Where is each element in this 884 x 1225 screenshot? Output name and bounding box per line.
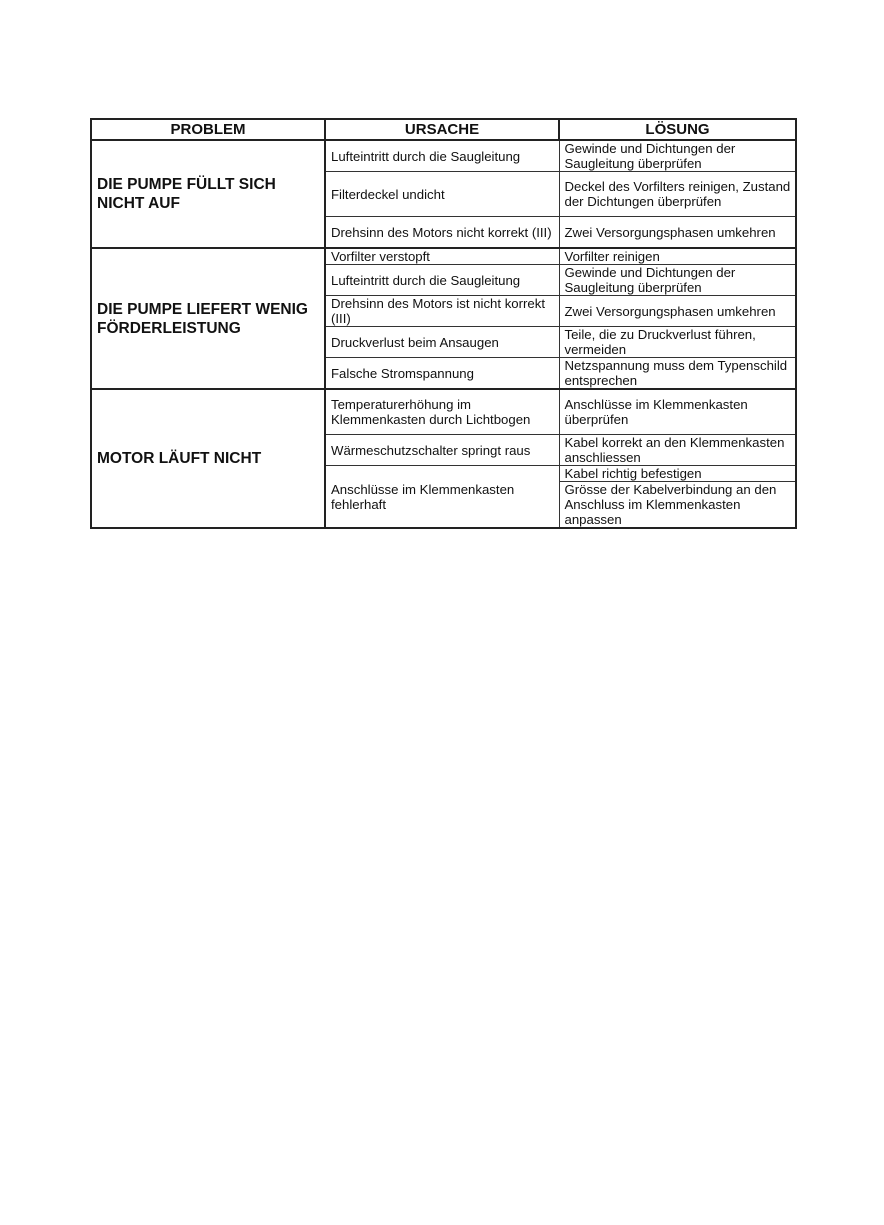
solution-cell: Vorfilter reinigen <box>559 248 796 265</box>
cause-cell: Filterdeckel undicht <box>325 172 559 217</box>
cause-cell: Vorfilter verstopft <box>325 248 559 265</box>
cause-cell: Lufteintritt durch die Saugleitung <box>325 140 559 172</box>
header-cause: URSACHE <box>325 119 559 140</box>
cause-cell: Falsche Stromspannung <box>325 358 559 390</box>
cause-cell: Drehsinn des Motors ist nicht korrekt (III) <box>325 296 559 327</box>
cause-cell: Drehsinn des Motors nicht korrekt (III) <box>325 217 559 249</box>
solution-cell: Deckel des Vorfilters reinigen, Zustand der Dichtungen überprüfen <box>559 172 796 217</box>
troubleshooting-table <box>90 118 797 529</box>
solution-cell: Kabel korrekt an den Klemmenkasten anschliessen <box>559 435 796 466</box>
cause-cell: Anschlüsse im Klemmenkasten fehlerhaft <box>325 466 559 529</box>
table-header-row <box>91 119 796 140</box>
problem-cell: DIE PUMPE FÜLLT SICH NICHT AUF <box>91 140 325 248</box>
solution-cell: Gewinde und Dichtungen der Saugleitung überprüfen <box>559 140 796 172</box>
solution-cell: Grösse der Kabelverbindung an den Anschluss im Klemmenkasten anpassen <box>559 482 796 529</box>
troubleshooting-table-container <box>90 118 795 529</box>
cause-cell: Lufteintritt durch die Saugleitung <box>325 265 559 296</box>
header-problem: PROBLEM <box>91 119 325 140</box>
cause-cell: Druckverlust beim Ansaugen <box>325 327 559 358</box>
header-solution: LÖSUNG <box>559 119 796 140</box>
cause-cell: Wärmeschutzschalter springt raus <box>325 435 559 466</box>
table-row <box>91 140 796 172</box>
table-row <box>91 248 796 265</box>
solution-cell: Zwei Versorgungsphasen umkehren <box>559 217 796 249</box>
solution-cell: Kabel richtig befestigen <box>559 466 796 482</box>
solution-cell: Gewinde und Dichtungen der Saugleitung überprüfen <box>559 265 796 296</box>
solution-cell: Netzspannung muss dem Typenschild entsprechen <box>559 358 796 390</box>
cause-cell: Temperaturerhöhung im Klemmenkasten durch Lichtbogen <box>325 389 559 435</box>
solution-cell: Teile, die zu Druckverlust führen, vermeiden <box>559 327 796 358</box>
problem-cell: DIE PUMPE LIEFERT WENIG FÖRDERLEISTUNG <box>91 248 325 389</box>
solution-cell: Zwei Versorgungsphasen umkehren <box>559 296 796 327</box>
solution-cell: Anschlüsse im Klemmenkasten überprüfen <box>559 389 796 435</box>
problem-cell: MOTOR LÄUFT NICHT <box>91 389 325 528</box>
table-row <box>91 389 796 435</box>
